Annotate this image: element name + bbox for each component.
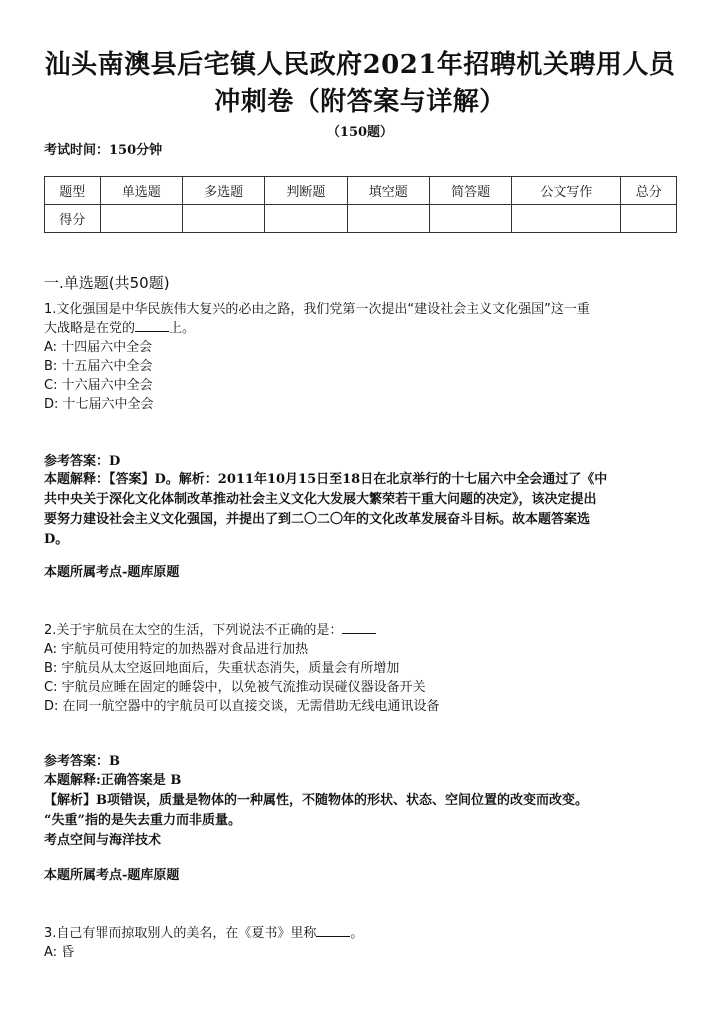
question-2-option-c: C: 宇航员应睡在固定的睡袋中，以免被气流推动误碰仪器设备开关 [44,680,426,695]
score-cell-empty [265,205,347,233]
question-1-line-2: 大战略是在党的 [44,321,136,336]
question-2-explanation [44,771,678,851]
exam-time: 考试时间：150分钟 [44,143,163,158]
answer-blank [342,621,376,634]
explanation-line: 【解析】B项错误，质量是物体的一种属性，不随物体的形状、状态、空间位置的改变而改变。 [44,793,588,808]
question-2-option-a: A: 宇航员可使用特定的加热器对食品进行加热 [44,642,309,657]
question-3-line: 3.自己有罪而掠取别人的美名，在《夏书》里称 [44,926,317,941]
score-cell-empty [100,205,182,233]
score-cell-empty [512,205,621,233]
score-cell-empty [347,205,429,233]
score-cell: 总分 [621,177,677,205]
question-1-option-b: B: 十五届六中全会 [44,359,153,374]
score-cell-empty [429,205,511,233]
score-cell: 多选题 [182,177,264,205]
explanation-line: 共中央关于深化文化体制改革推动社会主义文化大发展大繁荣若干重大问题的决定》，该决定提出 [44,492,597,507]
score-cell: 得分 [45,205,101,233]
explanation-line: 要努力建设社会主义文化强国，并提出了到二〇二〇年的文化改革发展奋斗目标。故本题答案选 [44,512,591,527]
answer-blank [135,319,169,332]
answer-blank [316,924,350,937]
score-table-score-row [45,205,677,233]
title-line-1: 汕头南澳县后宅镇人民政府2021年招聘机关聘用人员 [44,50,676,80]
score-cell-empty [621,205,677,233]
question-count: （150题） [326,125,394,140]
score-cell: 公文写作 [512,177,621,205]
question-1-explanation [44,470,678,550]
score-cell: 判断题 [265,177,347,205]
question-3-text [44,924,678,943]
question-1-option-a: A: 十四届六中全会 [44,340,153,355]
question-1-line-1: 1.文化强国是中华民族伟大复兴的必由之路，我们党第一次提出“建设社会主义文化强国”这一重 [44,302,590,317]
question-1-line-2-end: 上。 [169,321,196,336]
question-1-text [44,300,678,338]
question-2-source: 本题所属考点-题库原题 [44,868,180,883]
question-3-line-end: 。 [350,926,364,941]
question-1-source: 本题所属考点-题库原题 [44,565,180,580]
score-table-header-row [45,177,677,205]
question-2-line: 2.关于宇航员在太空的生活，下列说法不正确的是： [44,623,343,638]
score-cell: 简答题 [429,177,511,205]
explanation-line: 本题解释：【答案】D。解析：2011年10月15日至18日在北京举行的十七届六中全会通过了《中 [44,472,608,487]
explanation-line: 考点空间与海洋技术 [44,833,162,848]
explanation-line: 本题解释:正确答案是 B [44,773,182,788]
score-table [44,176,677,233]
title-line-2: 冲刺卷（附答案与详解） [214,87,506,117]
question-1-option-c: C: 十六届六中全会 [44,378,153,393]
score-cell: 题型 [45,177,101,205]
question-1-option-d: D: 十七届六中全会 [44,397,154,412]
section-heading: 一.单选题(共50题) [44,274,170,292]
explanation-line: “失重”指的是失去重力而非质量。 [44,813,241,828]
question-1-answer: 参考答案：D [44,454,121,469]
question-2-option-d: D: 在同一航空器中的宇航员可以直接交谈，无需借助无线电通讯设备 [44,699,440,714]
question-2-text [44,621,678,640]
question-3-option-a: A: 昏 [44,945,75,960]
score-cell: 填空题 [347,177,429,205]
question-2-answer: 参考答案：B [44,754,120,769]
explanation-line: D。 [44,532,69,547]
question-2-option-b: B: 宇航员从太空返回地面后，失重状态消失，质量会有所增加 [44,661,400,676]
score-cell: 单选题 [100,177,182,205]
score-cell-empty [182,205,264,233]
